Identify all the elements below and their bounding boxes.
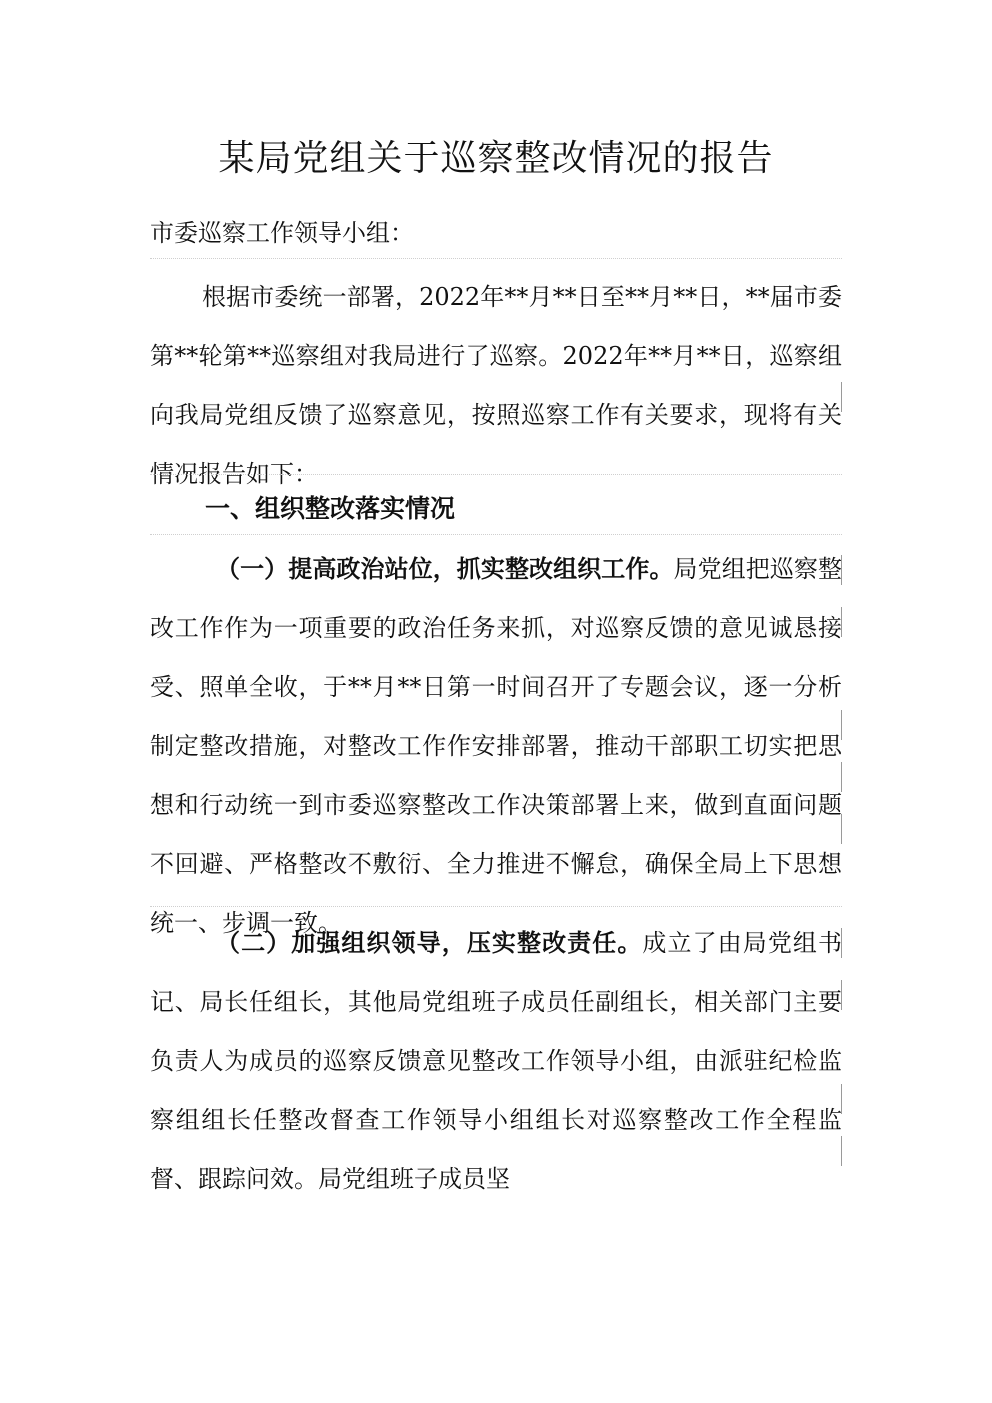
paragraph-item-2 bbox=[150, 914, 842, 1209]
line-guide bbox=[150, 906, 842, 907]
item-2-lead: （二）加强组织领导，压实整改责任。 bbox=[216, 929, 643, 957]
item-1-body: 局党组把巡察整改工作作为一项重要的政治任务来抓，对巡察反馈的意见诚恳接受、照单全收，于**月**日第一时间召开了专题会议，逐一分析制定整改措施，对整改工作作安排部署，推动干部职工切实把思想和行动统一到市委巡察整改工作决策部署上来，做到直面问题不回避、严格整改不敷衍、全力推进不懈怠，确保全局上下思想统一、步调一致。 bbox=[150, 555, 843, 937]
line-guide bbox=[150, 474, 842, 475]
paragraph-item-1 bbox=[150, 540, 842, 953]
margin-mark bbox=[841, 1136, 842, 1166]
intro-paragraph: 根据市委统一部署，2022年**月**日至**月**日，**届市委第**轮第**巡察组对我局进行了巡察。2022年**月**日，巡察组向我局党组反馈了巡察意见，按照巡察工作有关要求，现将有关情况报告如下： bbox=[150, 283, 842, 488]
margin-mark bbox=[841, 762, 842, 792]
item-2-body: 成立了由局党组书记、局长任组长，其他局党组班子成员任副组长，相关部门主要负责人为成员的巡察反馈意见整改工作领导小组，由派驻纪检监察组组长任整改督查工作领导小组组长对巡察整改工作全程监督、跟踪问效。局党组班子成员坚 bbox=[150, 929, 843, 1193]
document-title: 某局党组关于巡察整改情况的报告 bbox=[218, 138, 774, 179]
margin-mark bbox=[841, 814, 842, 844]
salutation: 市委巡察工作领导小组： bbox=[150, 219, 414, 247]
margin-mark bbox=[841, 980, 842, 1010]
margin-mark bbox=[841, 928, 842, 958]
margin-mark bbox=[841, 710, 842, 740]
line-guide bbox=[150, 258, 842, 259]
margin-mark bbox=[841, 382, 842, 412]
item-1-lead: （一）提高政治站位，抓实整改组织工作。 bbox=[216, 555, 674, 583]
margin-mark bbox=[841, 1084, 842, 1114]
margin-mark bbox=[841, 555, 842, 585]
margin-mark bbox=[841, 607, 842, 637]
section-heading-1: 一、组织整改落实情况 bbox=[205, 494, 456, 523]
line-guide bbox=[150, 534, 842, 535]
